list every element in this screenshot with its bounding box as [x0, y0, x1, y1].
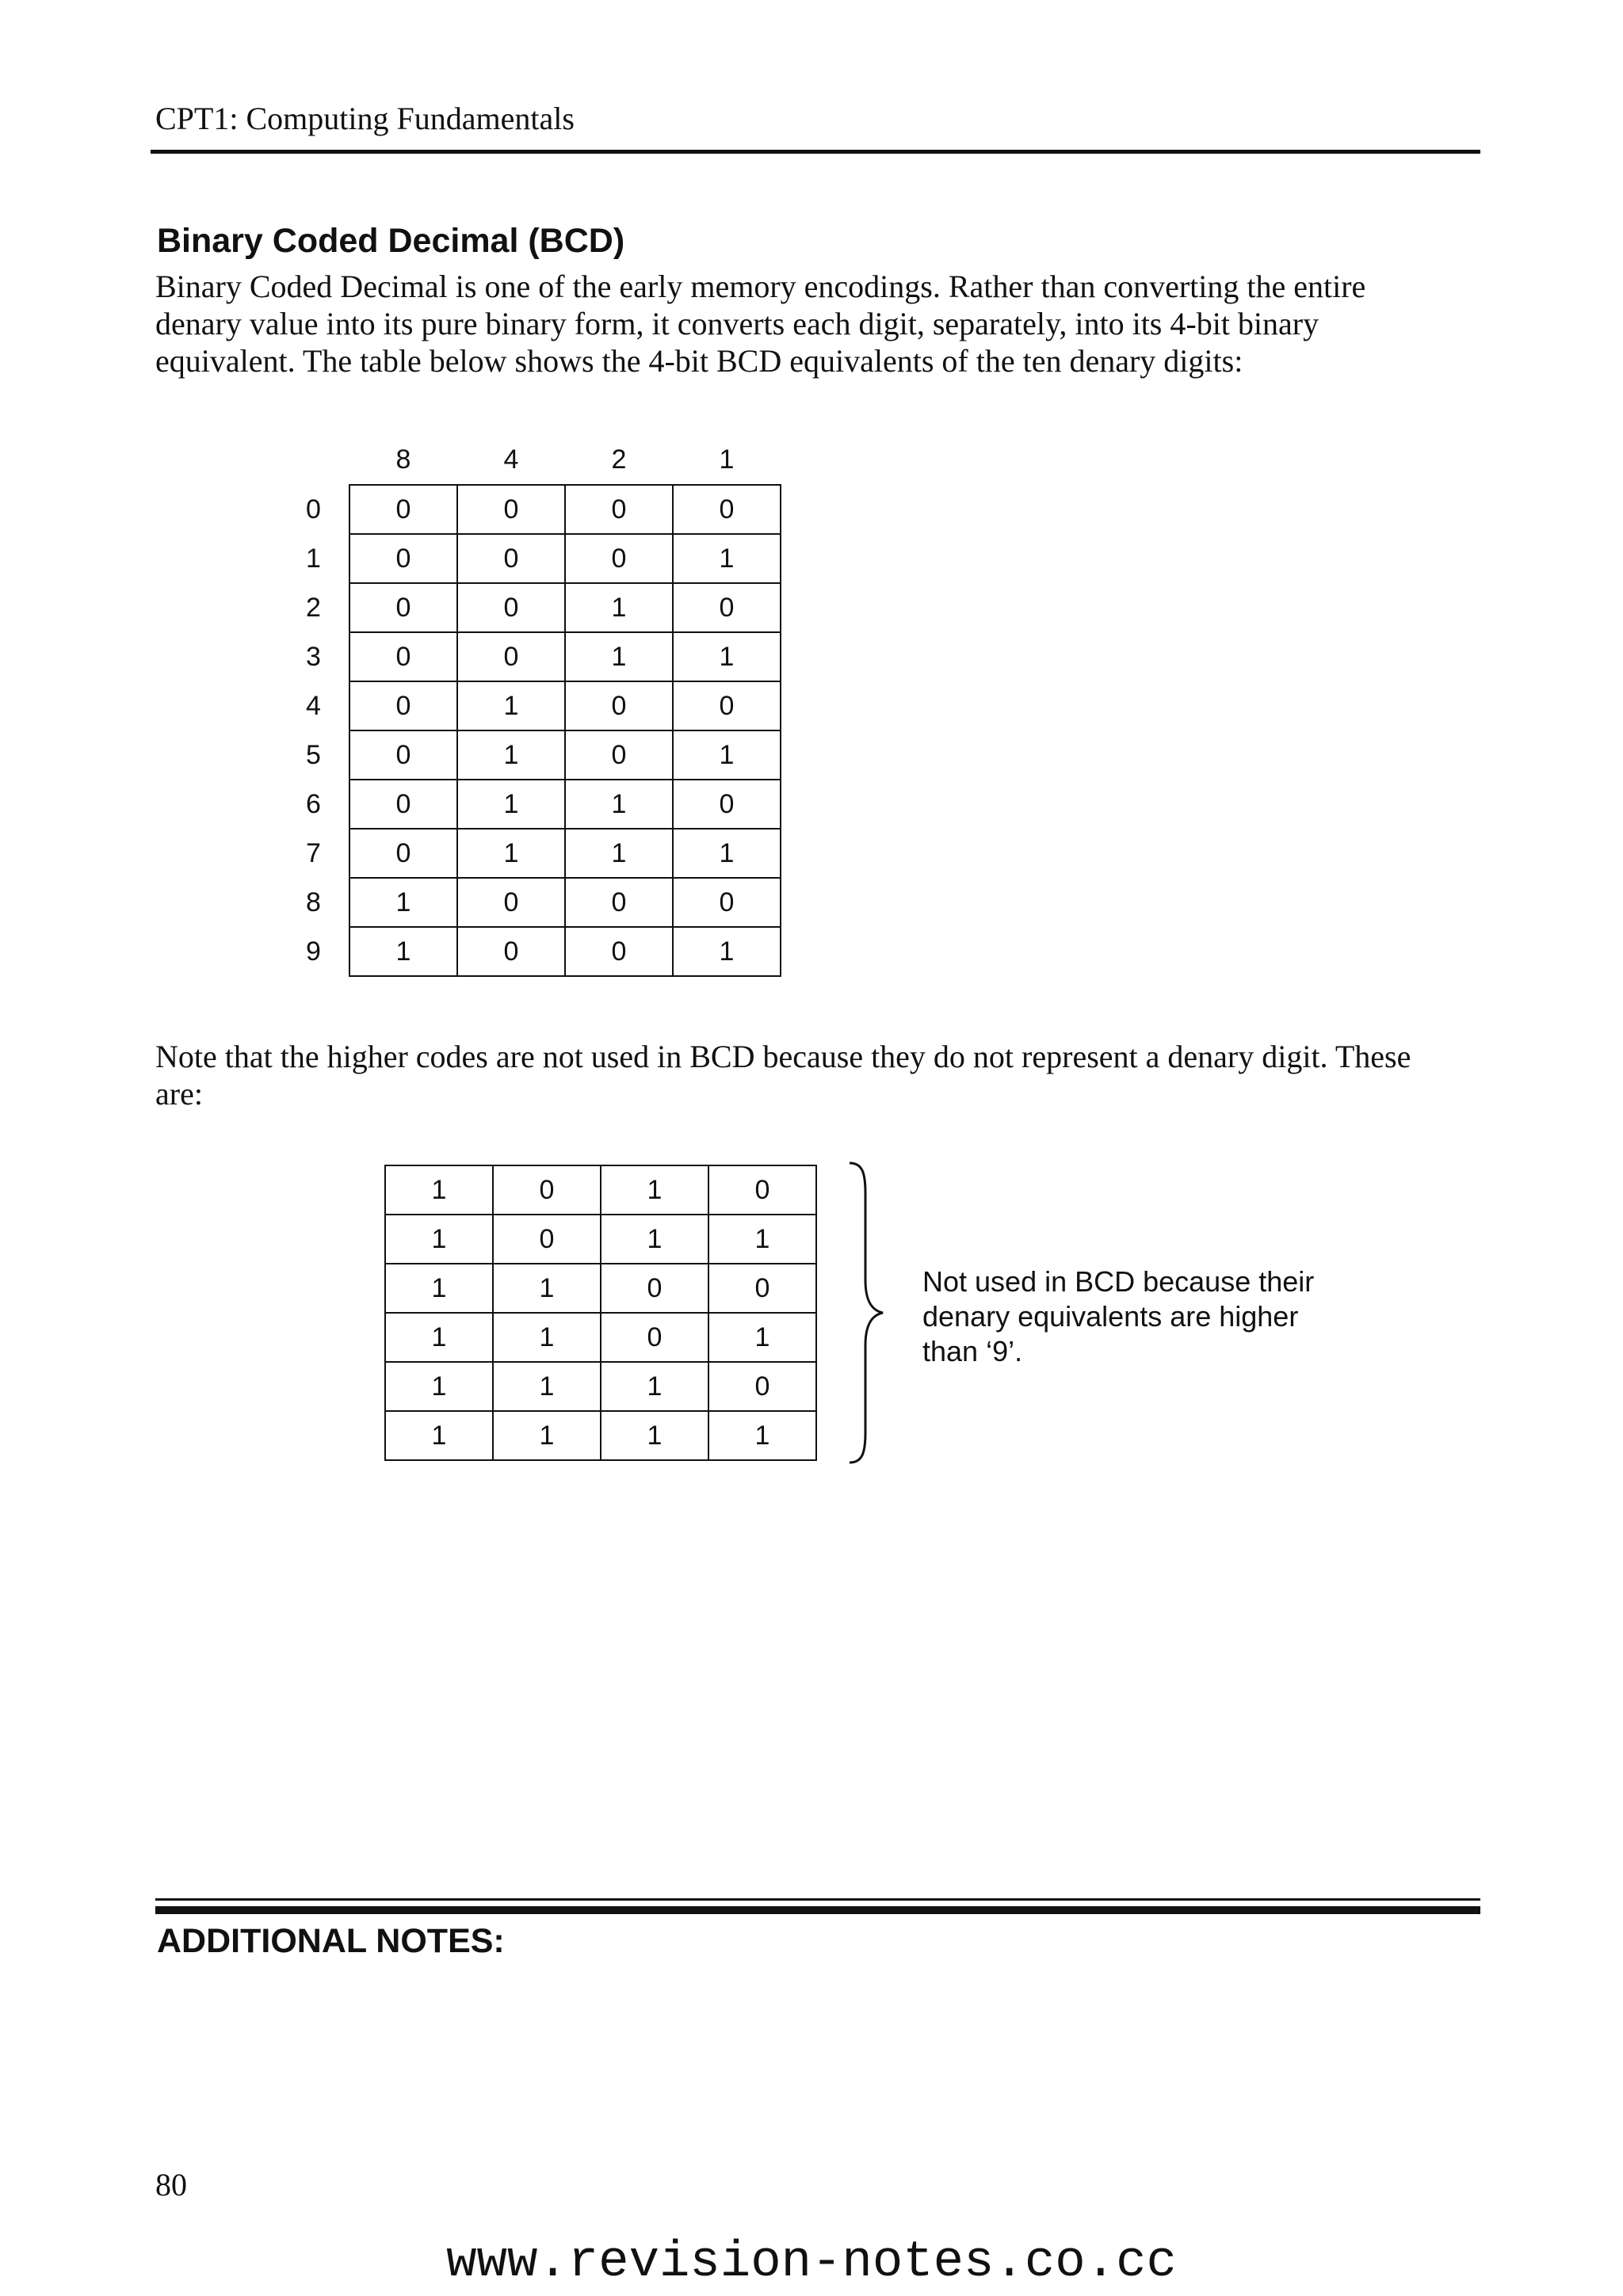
bit-cell: 1 [493, 1362, 601, 1411]
unused-label-line: denary equivalents are higher [922, 1300, 1299, 1333]
bit-cell: 0 [673, 485, 781, 534]
unused-code-row [385, 1165, 816, 1215]
footer-url: www.revision-notes.co.cc [446, 2234, 1177, 2291]
bit-cell: 0 [457, 632, 565, 681]
note-line: Note that the higher codes are not used in BCD because they do not represent a denary digit. These [155, 1039, 1411, 1074]
bit-cell: 1 [385, 1215, 493, 1264]
bit-cell: 0 [565, 681, 673, 730]
bit-cell: 0 [457, 583, 565, 632]
bit-cell: 1 [385, 1411, 493, 1460]
bit-cell: 0 [457, 927, 565, 976]
denary-digit-label: 7 [306, 837, 321, 868]
bit-cell: 0 [565, 534, 673, 583]
intro-paragraph [155, 268, 1503, 379]
bit-weight-header: 1 [719, 444, 735, 475]
denary-digit-label: 3 [306, 641, 321, 672]
bit-cell: 1 [673, 534, 781, 583]
bcd-header-row [278, 436, 781, 485]
bit-cell: 1 [673, 632, 781, 681]
bcd-row [278, 730, 781, 780]
unused-code-row [385, 1215, 816, 1264]
bcd-row [278, 583, 781, 632]
unused-code-row [385, 1411, 816, 1460]
bcd-table [278, 436, 781, 977]
bcd-row [278, 780, 781, 829]
bit-cell: 1 [457, 780, 565, 829]
additional-notes-title: ADDITIONAL NOTES: [157, 1922, 505, 1960]
bit-cell: 0 [565, 927, 673, 976]
curly-brace-icon [848, 1161, 886, 1464]
denary-digit-label: 8 [306, 887, 321, 917]
unused-codes-table [384, 1165, 817, 1461]
bit-cell: 0 [493, 1215, 601, 1264]
bit-cell: 1 [385, 1264, 493, 1313]
intro-line: denary value into its pure binary form, it converts each digit, separately, into its 4-bit binary [155, 306, 1319, 341]
note-line: are: [155, 1076, 203, 1112]
bcd-row [278, 878, 781, 927]
denary-digit-label: 6 [306, 788, 321, 819]
intro-line: Binary Coded Decimal is one of the early memory encodings. Rather than converting the entire [155, 269, 1366, 304]
bit-cell: 0 [457, 485, 565, 534]
bit-cell: 1 [349, 927, 457, 976]
bit-cell: 1 [385, 1165, 493, 1215]
bit-cell: 0 [673, 583, 781, 632]
bit-weight-header: 4 [503, 444, 519, 475]
intro-line: equivalent. The table below shows the 4-bit BCD equivalents of the ten denary digits: [155, 343, 1243, 379]
bit-cell: 1 [457, 730, 565, 780]
bit-cell: 0 [565, 730, 673, 780]
denary-digit-label: 0 [306, 494, 321, 524]
bit-cell: 1 [565, 632, 673, 681]
bit-cell: 0 [601, 1264, 708, 1313]
bit-cell: 0 [708, 1264, 816, 1313]
notes-rule [155, 1906, 1480, 1914]
bit-cell: 0 [349, 485, 457, 534]
bit-cell: 0 [349, 534, 457, 583]
bit-cell: 0 [708, 1362, 816, 1411]
denary-digit-label: 4 [306, 690, 321, 721]
bit-cell: 0 [457, 878, 565, 927]
bit-cell: 0 [457, 534, 565, 583]
bit-cell: 1 [673, 730, 781, 780]
bit-cell: 1 [565, 829, 673, 878]
unused-code-row [385, 1313, 816, 1362]
bcd-row [278, 927, 781, 976]
bit-cell: 0 [673, 780, 781, 829]
bit-weight-header: 2 [611, 444, 627, 475]
notes-rule [155, 1898, 1480, 1901]
bit-cell: 0 [601, 1313, 708, 1362]
bcd-row [278, 681, 781, 730]
bit-cell: 1 [708, 1215, 816, 1264]
bit-cell: 0 [493, 1165, 601, 1215]
unused-code-row [385, 1362, 816, 1411]
denary-digit-label: 2 [306, 592, 321, 623]
section-title: Binary Coded Decimal (BCD) [157, 222, 625, 260]
bit-cell: 1 [601, 1411, 708, 1460]
bit-cell: 1 [601, 1215, 708, 1264]
bit-cell: 1 [457, 681, 565, 730]
bit-cell: 0 [565, 485, 673, 534]
bcd-row [278, 632, 781, 681]
bit-cell: 1 [385, 1362, 493, 1411]
bit-cell: 0 [349, 681, 457, 730]
bcd-row [278, 534, 781, 583]
note-paragraph [155, 1038, 1503, 1112]
unused-label-line: than ‘9’. [922, 1335, 1023, 1367]
bit-cell: 1 [673, 927, 781, 976]
bit-cell: 1 [601, 1362, 708, 1411]
bit-cell: 0 [349, 632, 457, 681]
bit-cell: 1 [601, 1165, 708, 1215]
unused-label-line: Not used in BCD because their [922, 1265, 1315, 1298]
bit-cell: 0 [349, 583, 457, 632]
page-number: 80 [155, 2167, 187, 2203]
table-corner [278, 436, 349, 485]
bit-cell: 1 [493, 1411, 601, 1460]
bit-cell: 1 [493, 1313, 601, 1362]
running-head: CPT1: Computing Fundamentals [155, 101, 575, 136]
unused-code-row [385, 1264, 816, 1313]
bit-cell: 0 [349, 780, 457, 829]
bit-cell: 1 [349, 878, 457, 927]
bit-cell: 1 [708, 1411, 816, 1460]
bit-cell: 1 [673, 829, 781, 878]
bit-cell: 1 [565, 583, 673, 632]
bit-cell: 0 [673, 878, 781, 927]
bit-cell: 1 [385, 1313, 493, 1362]
bcd-row [278, 829, 781, 878]
bit-cell: 1 [457, 829, 565, 878]
bit-cell: 1 [708, 1313, 816, 1362]
bit-cell: 0 [565, 878, 673, 927]
bit-cell: 0 [708, 1165, 816, 1215]
denary-digit-label: 5 [306, 739, 321, 770]
header-rule [151, 150, 1480, 154]
bcd-row [278, 485, 781, 534]
bit-cell: 0 [349, 829, 457, 878]
bit-cell: 1 [493, 1264, 601, 1313]
bit-weight-header: 8 [395, 444, 411, 475]
unused-codes-label [922, 1264, 1398, 1369]
bit-cell: 0 [349, 730, 457, 780]
bit-cell: 1 [565, 780, 673, 829]
denary-digit-label: 1 [306, 543, 321, 574]
bit-cell: 0 [673, 681, 781, 730]
denary-digit-label: 9 [306, 936, 321, 967]
